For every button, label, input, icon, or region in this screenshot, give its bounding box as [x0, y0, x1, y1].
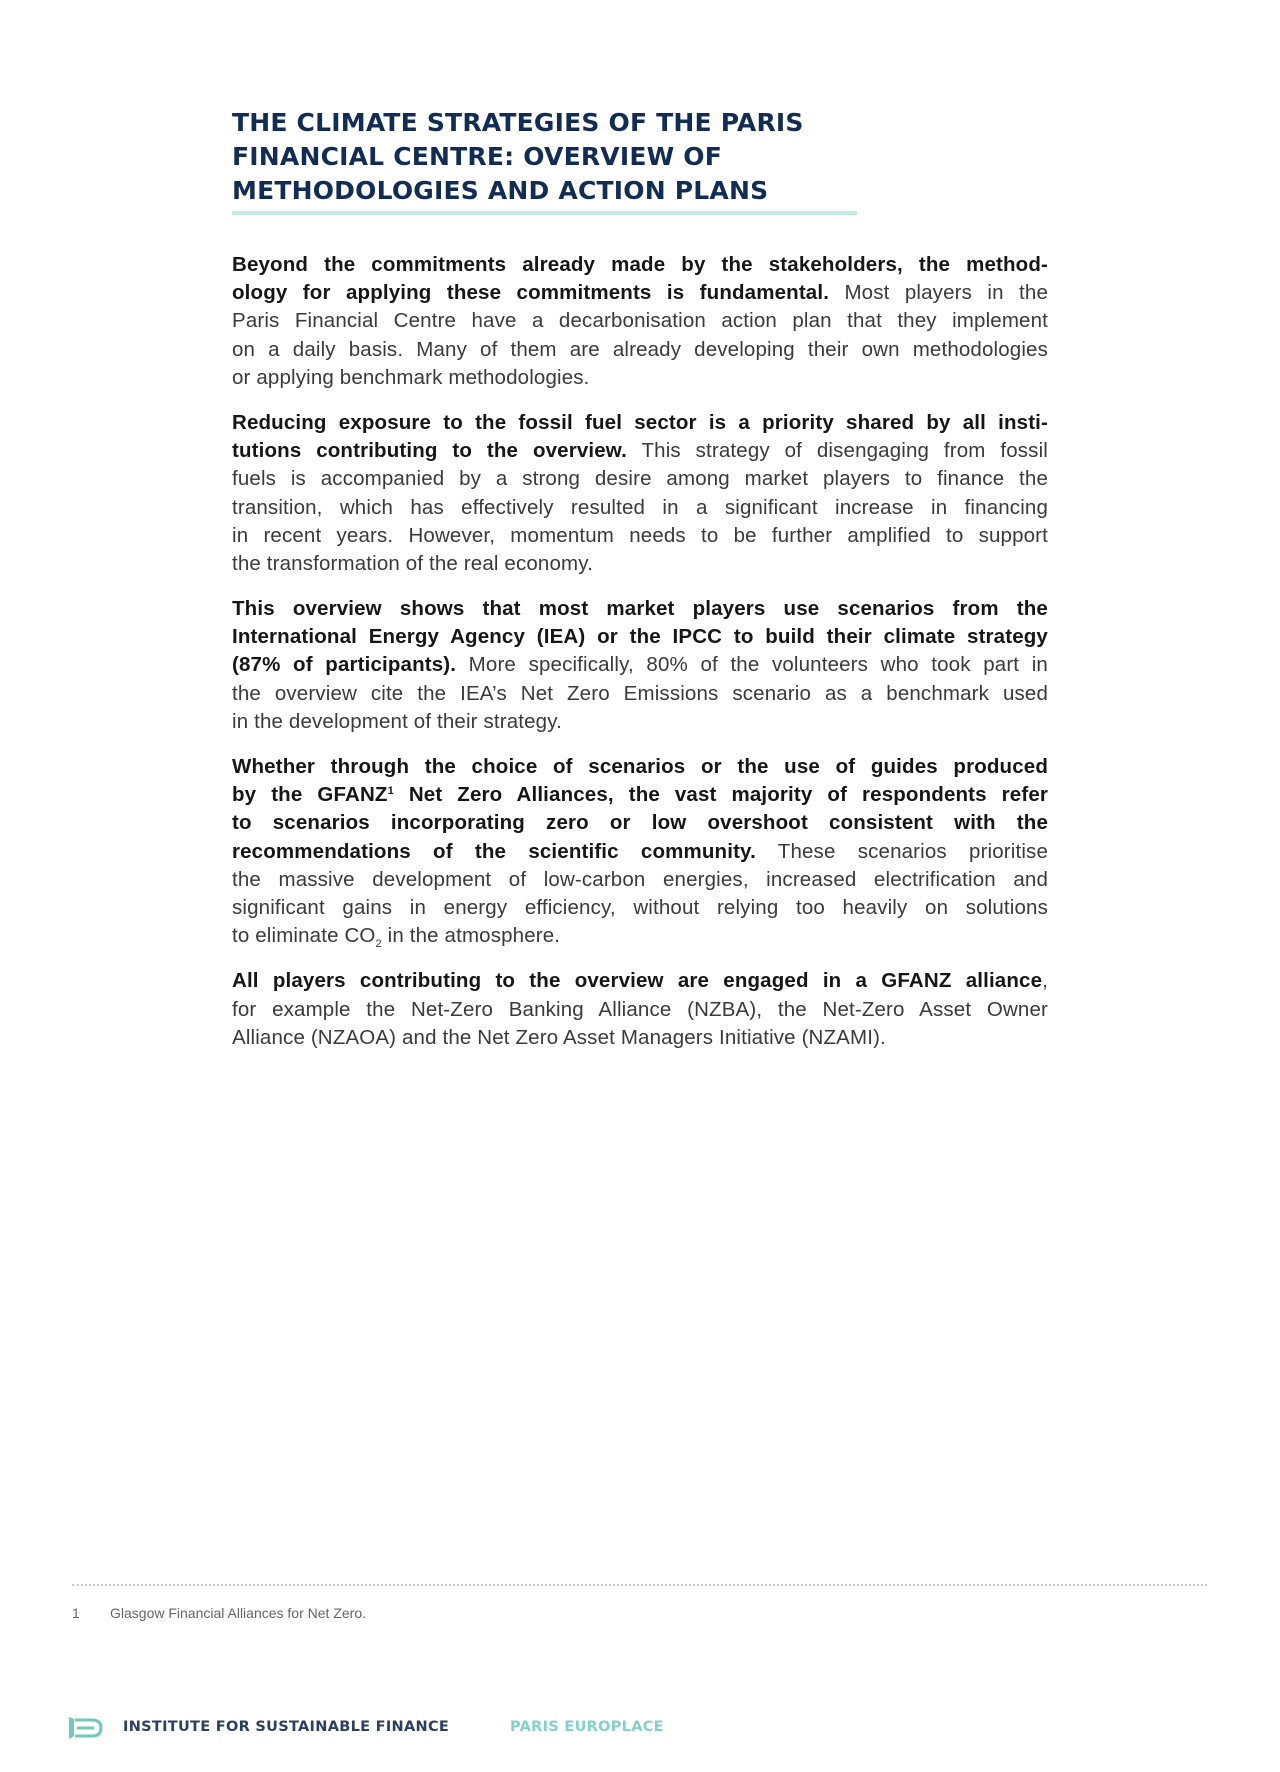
regular-text: Paris Financial Centre have a decarbonisation action plan that they implement — [232, 309, 1048, 333]
text-line — [232, 996, 1048, 1024]
isf-logo-icon — [66, 1715, 104, 1741]
bold-text: (87% of participants). — [232, 653, 457, 677]
title-underline — [232, 211, 857, 215]
text-line — [232, 364, 1048, 392]
text-line — [232, 809, 1048, 837]
footnote-number: 1 — [72, 1605, 80, 1621]
page-title — [232, 106, 1032, 208]
title-line: THE CLIMATE STRATEGIES OF THE PARIS — [232, 108, 804, 137]
regular-text: the overview cite the IEA’s Net Zero Emissions scenario as a benchmark used — [232, 681, 1048, 705]
regular-text: the massive development of low-carbon energies, increased electrification and — [232, 867, 1048, 891]
regular-text: fuels is accompanied by a strong desire among market players to finance the — [232, 467, 1048, 491]
text-line — [232, 307, 1048, 335]
bold-text: to scenarios incorporating zero or low overshoot consistent with the — [232, 811, 1048, 835]
paragraph — [232, 753, 1048, 950]
bold-text: Reducing exposure to the fossil fuel sector is a priority shared by all insti- — [232, 410, 1048, 434]
text-line — [232, 522, 1048, 550]
text-line — [232, 866, 1048, 894]
regular-text: the transformation of the real economy. — [232, 551, 593, 575]
article-body — [232, 251, 1048, 1069]
subscript: 2 — [375, 938, 382, 951]
text-line — [232, 595, 1048, 623]
text-line — [232, 336, 1048, 364]
regular-text: More specifically, 80% of the volunteers who took part in — [456, 653, 1048, 677]
text-line — [232, 437, 1048, 465]
text-line — [232, 494, 1048, 522]
paragraph — [232, 967, 1048, 1052]
page-footer — [66, 1715, 766, 1743]
bold-text: Net Zero Alliances, the vast majority of respondents refer — [393, 783, 1048, 807]
institute-name: INSTITUTE FOR SUSTAINABLE FINANCE — [123, 1719, 450, 1735]
regular-text: in the atmosphere. — [381, 924, 561, 948]
paragraph — [232, 409, 1048, 578]
text-line — [232, 781, 1048, 809]
bold-text: by the GFANZ — [232, 783, 388, 807]
text-line — [232, 409, 1048, 437]
text-line — [232, 251, 1048, 279]
footnote-ref: 1 — [387, 785, 394, 798]
text-line — [232, 708, 1048, 736]
regular-text: significant gains in energy efficiency, without relying too heavily on solutions — [232, 895, 1048, 919]
regular-text: These scenarios prioritise — [755, 839, 1048, 863]
regular-text: on a daily basis. Many of them are already developing their own methodologies — [232, 337, 1048, 361]
bold-text: ology for applying these commitments is fundamental. — [232, 281, 830, 305]
footnote-text: Glasgow Financial Alliances for Net Zero. — [110, 1605, 366, 1621]
text-line — [232, 922, 1048, 950]
bold-text: International Energy Agency (IEA) or the IPCC to build their climate strategy — [232, 625, 1048, 649]
regular-text: Most players in the — [829, 281, 1048, 305]
paragraph — [232, 595, 1048, 736]
regular-text: to eliminate CO — [232, 924, 376, 948]
regular-text: or applying benchmark methodologies. — [232, 365, 590, 389]
bold-text: recommendations of the scientific community. — [232, 839, 756, 863]
title-line: FINANCIAL CENTRE: OVERVIEW OF — [232, 142, 723, 171]
title-line: METHODOLOGIES AND ACTION PLANS — [232, 176, 769, 205]
text-line — [232, 838, 1048, 866]
text-line — [232, 680, 1048, 708]
text-line — [232, 967, 1048, 995]
text-line — [232, 1024, 1048, 1052]
bold-text: This overview shows that most market players use scenarios from the — [232, 597, 1048, 621]
regular-text: in recent years. However, momentum needs to be further amplified to support — [232, 523, 1048, 547]
footnote-divider — [72, 1584, 1207, 1586]
bold-text: Beyond the commitments already made by the stakeholders, the method- — [232, 253, 1048, 276]
partner-name: PARIS EUROPLACE — [510, 1719, 664, 1735]
text-line — [232, 894, 1048, 922]
regular-text: Alliance (NZAOA) and the Net Zero Asset Managers Initiative (NZAMI). — [232, 1025, 886, 1049]
bold-text: Whether through the choice of scenarios or the use of guides produced — [232, 755, 1048, 778]
regular-text: , — [1042, 969, 1048, 993]
regular-text: in the development of their strategy. — [232, 709, 562, 733]
text-line — [232, 753, 1048, 781]
text-line — [232, 550, 1048, 578]
text-line — [232, 465, 1048, 493]
bold-text: tutions contributing to the overview. — [232, 439, 627, 463]
regular-text: transition, which has effectively resulted in a significant increase in financing — [232, 495, 1048, 519]
text-line — [232, 651, 1048, 679]
text-line — [232, 279, 1048, 307]
regular-text: for example the Net-Zero Banking Alliance (NZBA), the Net-Zero Asset Owner — [232, 997, 1048, 1021]
bold-text: All players contributing to the overview are engaged in a GFANZ alliance — [232, 969, 1043, 993]
paragraph — [232, 251, 1048, 392]
footnote — [72, 1603, 366, 1623]
text-line — [232, 623, 1048, 651]
regular-text: This strategy of disengaging from fossil — [627, 439, 1048, 463]
